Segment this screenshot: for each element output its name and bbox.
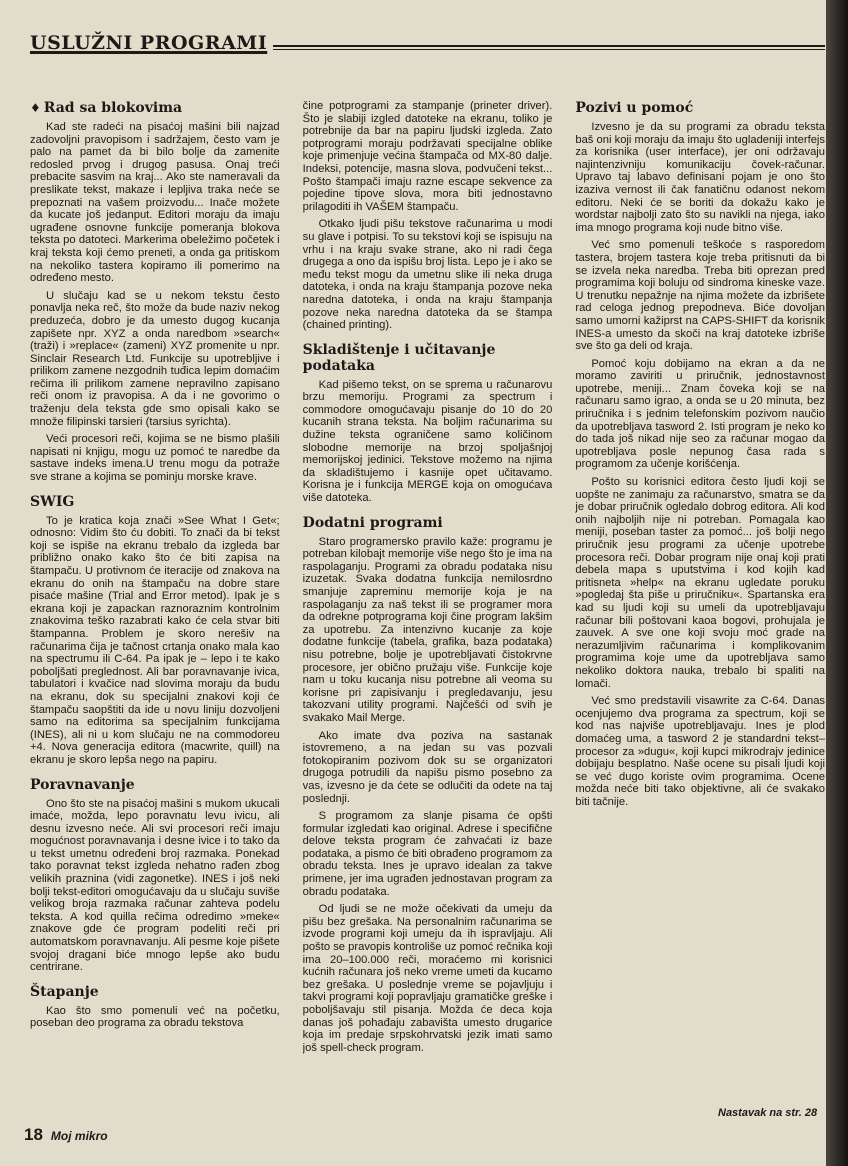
heading-dodatni-programi: Dodatni programi [302,514,443,531]
column-2 [303,100,553,1125]
article-columns [30,100,825,1125]
page-number: 18 [24,1125,43,1144]
paragraph: Kad ste radeći na pisaćoj mašini bili najzad zadovoljni pravopisom i sadržajem, često vam je palo na pamet da bi bilo bolje da zamenite redosled prvog i drugog pasusa. Onaj treći prebacite sasvim na kraj... Ako ste nameravali da preslikate tekst, makaze i lepljiva traka neće se prepoznati na vašem proizvodu... Inače možete da kucate još jedanput. Editori moraju da imaju ugrađene osnovne funkcije pomeranja blokova teksta po datoteci. Markerima obeležimo početek i kraj teksta koji ćemo preneti, a onda ga pritiskom na nekoliko tastera kopiramo ili pomerimo na određeno mesto. [30,121,280,285]
section-title: USLUŽNI PROGRAMI [30,32,268,54]
paragraph: Kad pišemo tekst, on se sprema u računarovu brzu memoriju. Programi za spectrum i commodore omogućavaju pisanje do 10 do 20 kucanih strana teksta. Na boljim računarima su dužine teksta ograničene samo količinom slobodne memorije na brzoj spoljašnjoj memorijskoj jedinici. Tekstove možemo na njima da skladištujemo i kasnije opet učitavamo. Korisna je i funkcija MERGE koja on omogućava više datoteka. [302,378,553,505]
paragraph: Već smo predstavili visawrite za C-64. Danas ocenjujemo dva programa za spectrum, koji se kod nas najviše upotrebljavaju. Ines je plod domaćeg uma, a tasword 2 je standardni tekst–procesor za »dugu«, koji kupci mikrodrajv jedinice dobijaju besplatno. Naše ocene su pisali ljudi koji se već dugo koriste ovim programima. Ocene možda neće biti tako objektivne, ali će svakako biti tačnije. [575,695,826,808]
paragraph: Kao što smo pomenuli već na početku, poseban deo programa za obradu tekstova [30,1004,280,1030]
heading-swig: SWIG [30,493,75,510]
heading-poravnavanje: Poravnavanje [30,776,135,793]
paragraph: Staro programersko pravilo kaže: programu je potreban kilobajt memorije više nego što je ima na raspolaganju. Programi za obradu podataka nisu izuzetak. Svaka dodatna funkcija nemilosrdno smanjuje zapreminu memorije koja je na raspolaganju za naš tekst ili se programer mora da odrekne potprograma koji čine program lakšim za upotrebu. Za intenzivno kucanje za koje dodatne funkcije (tabela, grafika, baza podataka) nisu potrebne, bolje je upotrebljavati čistokrvne procesore, jer obično pružaju više. Funkcije koje nam u toku kucanja nisu potrebne ali veoma su korisne pri zapisivanju i pregledavanju, jesu takozvani utility programi. Najčešći od svih je svakako Mail Merge. [302,535,553,724]
continued-note: Nastavak na str. 28 [718,1107,818,1119]
page-spine-shadow [826,0,848,1166]
paragraph: Od ljudi se ne može očekivati da umeju da pišu bez grešaka. Na personalnim računarima se izvode programi koji umeju da ih ispravljaju. Ali pošto se pravopis kontroliše uz pomoć rečnika koji ima 20–100.000 reči, moraćemo mi korisnici kućnih računara još neko vreme umeti da kucamo bez grešaka. U poslednje vreme se pojavljuju i takvi programi koji popravljaju gramatičke greške i poboljšavaju stil pisanja. Možda će deca koja danas još pohađaju zabavišta umesto drugarice koja im predaje srpskohrvatski jezik imati samo još spell-check program. [302,903,553,1054]
paragraph: Ako imate dva poziva na sastanak istovremeno, a na jedan su vas pozvali fotokopiranim pozivom dok su se organizatori drugoga potrudili da napišu pismo posebno za vas, izvesno je da ćete se odlučiti da odete na taj poslednji. [302,729,553,805]
heading-skladistenje: Skladištenje i učitavanje podataka [302,341,496,374]
paragraph: Pošto su korisnici editora često ljudi koji se uopšte ne zanimaju za računarstvo, smatra se da je dobar priručnik ogledalo dobrog editora. Ali kod onih najboljih nije ni potreban. Pomagala kao meniji, poseban taster za pomoć... još bolji nego priručnik jesu programi za učenje upotrebe procesora reči. Dobar program nije onaj koji prati debela mapa s uputstvima i kod kojih kad pritisneta »help« na ekranu ugledate poruku »pogledaj šta piše u priručniku«. Spartanska era kad su ljudi koji su umeli da upotrebljavaju računar bili poštovani kaoa bogovi, prohujala je zauvek. A sve one koji svoju moć grade na nerazumljivim računarima i komplikovanim programima koje ume da upotrebljava samo nekoliko doktora nauka, trebalo bi spaliti na lomači. [575,476,826,690]
diamond-bullet-icon: ♦ [30,101,41,115]
paragraph: U slučaju kad se u nekom tekstu često ponavlja neka reč, što može da bude naziv nekog preduzeća, dobro je da umesto dugog kucanja zapišete npr. XYZ a onda naredbom »search« (traži) i »replace« (zameni) XYZ promenite u npr. Sinclair Research Ltd. Funkcije su upotrebljive i prilikom zamene nezgodnih tuđica lepim domaćim rečima ili prilikom zamene nepravilno zapisano reči onom iz pravopisa. A da i ne govorimo o traženju dela teksta gde smo opisali kako se množe filipinski tarsieri (tarsius syrichta). [30,289,280,428]
heading-stapanje: Štapanje [30,983,99,1000]
section-header [30,22,825,56]
paragraph: Otkako ljudi pišu tekstove računarima u modi su glave i potpisi. To su tekstovi koji se ispisuju na vrhu i na kraju svake strane, ako ni radi čega drugega a ono da ispišu broj lista. Lepo je i ako se među tekst mogu da umetnu slike ili neka druga datoteka, i onda na kraju štampanja pozove neka naredna datoteka, i onda na kraju štampanja pozove neka naredna datoteka da se štampa (chained printing). [302,218,553,332]
paragraph: Pomoć koju dobijamo na ekran a da ne moramo zaviriti u priručnik, jednostavnost upotrebe, meniji... Znam čoveka koji se na računaru samo igrao, a onda se u 20 minuta, bez priručnika i s jednim telefonskim pozivom naučio da upotrebljava tasword 2. Isti program je neko ko do tada još nikad nije seo za računar mogao da upotrebljava posle nepunog časa rada s programom za učenje korišćenja. [575,357,826,471]
paragraph: S programom za slanje pisama će opšti formular izgledati kao original. Adrese i specifične delove teksta program će zahvaćati iz baze podataka, a pismo će biti obrađeno programom za obradu teksta. Ines je upravo idealan za takve primene, jer ima ugrađen jednostavan program za obradu podataka. [302,810,553,898]
heading-rad-sa-blokovima: ♦ Rad sa blokovima [30,100,183,116]
paragraph: Već smo pomenuli teškoće s rasporedom tastera, brojem tastera koje treba pritisnuti da bi se izvela neka naredba. Treba biti oprezan pred programima koji boluju od sindroma kineske vaze. U trenutku nepažnje na njima možete da izbrišete rad celoga jednog prepodneva. Biće dovoljan samo umorni kažiprst na CAPS-SHIFT da korisnik INES-a umesto da skoči na kraj datoteke izbriše sve što ga deli od kraja. [575,239,826,353]
header-rule [273,45,825,50]
paragraph: čine potprogrami za stampanje (prineter driver). Što je slabiji izgled datoteke na ekranu, toliko je potrebnije da bar na papiru ljudski izgleda. Zato potprogrami moraju podržavati specijalne oblike koje primenjuje većina štampača od MX-80 dalje. Indeksi, potencije, masna slova, podvučeni tekst... Pošto štampači imaju razne escape sekvence za pojedine tipove slova, mora biti jednostavno prilagoditi ih VAŠEM štampaču. [302,100,553,213]
magazine-name: Moj mikro [50,1129,108,1143]
paragraph: To je kratica koja znači »See What I Get«; odnosno: Vidim što ću dobiti. To znači da bi tekst koji se ispiše na ekranu trebalo da izgleda bar približno onako kako što će biti zapisa na štampaču. U protivnom će iteracije od znakova na ekranu do onih na štampaču na dobre stare pisaće mašine (Trial and Error metod). Ipak je s ekrana koji je zapackan raznoraznim kontrolnim znakovima teško razabrati kako će cela stvar biti štampanna. Problem je skoro nerešiv na računarima čija je tačnost crtanja onako mala kao na spectrumu ili C-64. Pa ipak je – lepo i te kako poboljšati preglednost. Ali bar poravnavanje ivica, tabulatori i kvačice nad slovima moraju da budu na ekranu, dok su specijalni znakovi koji će štampaču saopštiti da ide u novu liniju dozvoljeni samo na editorima sa specijalnim funkcijama (INES), ali ni u kom slučaju ne na commodoreu +4. Nova generacija editora (macwrite, quill) na ekranu je skoro lepša nego na papiru. [30,514,280,766]
column-3 [575,100,825,1125]
paragraph: Izvesno je da su programi za obradu teksta baš oni koji moraju da imaju što ugladeniji interfejs za korisnika (user interface), jer oni održavaju najintenzivniju komunikaciju čovek-računar. Upravo taj labavo definisani pojam je ono što izaziva vernost ili čak fanatičnu odanost nekom editoru. Neki će se boriti da dokažu kako je wordstar najbolji zato što su navikli na njega, iako ima mnogo programa koji nude bitno više. [575,121,826,234]
column-1 [30,100,280,1125]
paragraph: Ono što ste na pisaćoj mašini s mukom ukucali imaće, možda, lepo poravnatu levu ivicu, ali desnu izvesno neće. Ali svi procesori reči imaju mogućnost poravnavanja i desne ivice i to tako da u tekst umetnu određeni broj razmaka. Ponekad tako poravnat tekst izgleda nehatno rađen zbog velikih praznina (vidi zagonetke). INES i još neki bolji tekst-editori omogućavaju da u slučaju suviše velikog broja razmaka računar zahteva podelu teksta. A kod quilla rečima odredimo »meke« znakove gde će program podeliti reči pri automatskom poravnavanju. Ali pesme koje pišete svojoj dragani biće mnogo lepše ako budu centrirane. [30,797,280,974]
page-footer [24,1125,108,1145]
paragraph: Veći procesori reči, kojima se ne bismo plašili napisati ni knjigu, mogu uz pomoć te naredbe da sastave indeks imena.U trenu mogu da potraže sve strane a kojima se pominju morske krave. [30,433,280,484]
heading-pozivi-u-pomoc: Pozivi u pomoć [575,100,694,116]
